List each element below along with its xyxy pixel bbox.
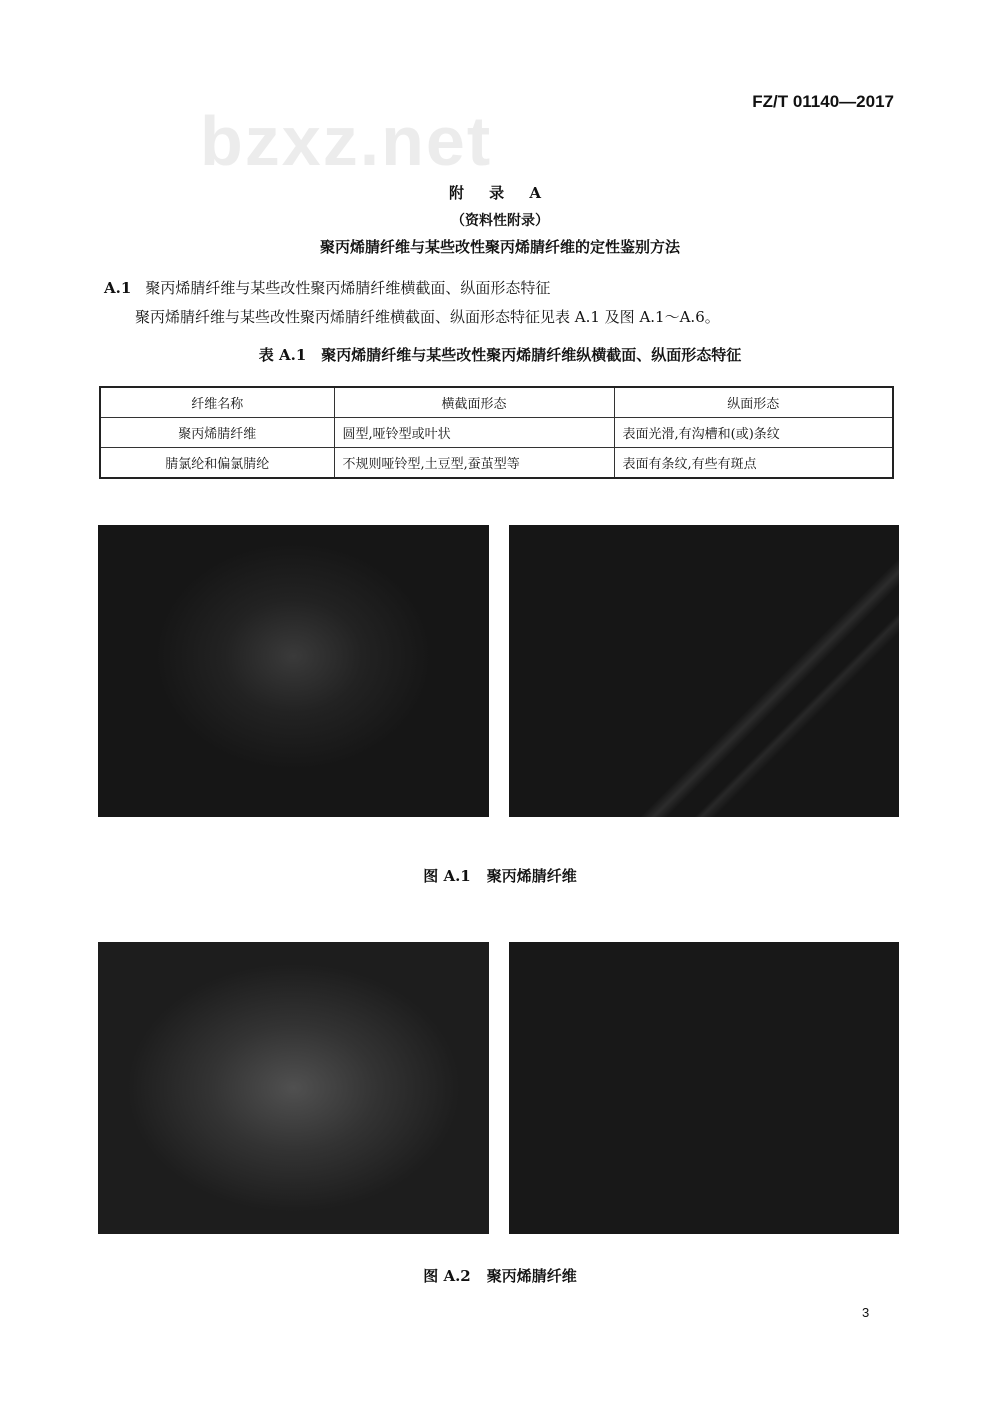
- table-cell: 不规则哑铃型,土豆型,蚕茧型等: [334, 448, 614, 479]
- page-number: 3: [862, 1305, 870, 1320]
- table-header: 横截面形态: [334, 387, 614, 418]
- table-header-row: [100, 387, 893, 418]
- micrograph-longitudinal: [509, 525, 899, 817]
- watermark: bzxz.net: [200, 102, 493, 180]
- table-cell: 表面有条纹,有些有斑点: [614, 448, 893, 479]
- table-row: [100, 448, 893, 479]
- section-number: A.1: [104, 279, 132, 297]
- table-caption: 表 A.1 聚丙烯腈纤维与某些改性聚丙烯腈纤维纵横截面、纵面形态特征: [258, 346, 742, 364]
- figure-caption: [0, 1266, 1000, 1286]
- table-header: 纵面形态: [614, 387, 893, 418]
- appendix-subtitle: （资料性附录）: [451, 213, 549, 229]
- section-title: 聚丙烯腈纤维与某些改性聚丙烯腈纤维横截面、纵面形态特征: [145, 279, 551, 297]
- appendix-heading: 聚丙烯腈纤维与某些改性聚丙烯腈纤维的定性鉴别方法: [319, 238, 680, 256]
- table-cell: 聚丙烯腈纤维: [100, 418, 334, 448]
- table-cell: 圆型,哑铃型或叶状: [334, 418, 614, 448]
- micrograph-cross-section: [98, 942, 489, 1234]
- section-heading: [104, 278, 550, 298]
- section-paragraph: 聚丙烯腈纤维与某些改性聚丙烯腈纤维横截面、纵面形态特征见表 A.1 及图 A.1～A.6。: [135, 308, 720, 326]
- figure-label: 图 A.2: [423, 1267, 471, 1285]
- figure-title: 聚丙烯腈纤维: [486, 867, 577, 885]
- standard-number: FZ/T 01140—2017: [752, 92, 894, 111]
- table-row: [100, 418, 893, 448]
- table-cell: 腈氯纶和偏氯腈纶: [100, 448, 334, 479]
- figure-caption: [0, 866, 1000, 886]
- table-cell: 表面光滑,有沟槽和(或)条纹: [614, 418, 893, 448]
- morphology-table: [99, 386, 894, 479]
- micrograph-cross-section: [98, 525, 489, 817]
- figure-label: 图 A.1: [423, 867, 471, 885]
- table-header: 纤维名称: [100, 387, 334, 418]
- micrograph-longitudinal: [509, 942, 899, 1234]
- figure-title: 聚丙烯腈纤维: [486, 1267, 577, 1285]
- appendix-title: 附 录 A: [448, 184, 552, 202]
